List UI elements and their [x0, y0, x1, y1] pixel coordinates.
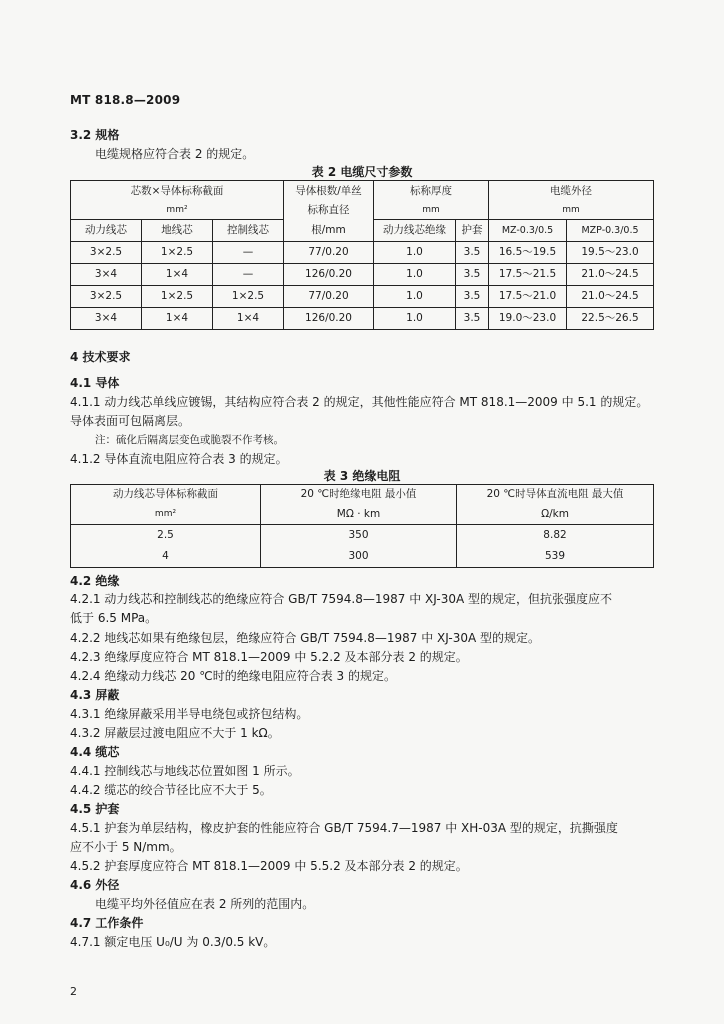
paragraph-4-3-1: 4.3.1 绝缘屏蔽采用半导电绕包或挤包结构。: [70, 707, 309, 721]
paragraph-4-2-2: 4.2.2 地线芯如果有绝缘包层，绝缘应符合 GB/T 7594.8—1987 中 XJ-30A 型的规定。: [70, 631, 540, 645]
t3-head-section-unit: mm²: [71, 505, 261, 525]
table2-cable-dimensions: [70, 180, 654, 330]
heading-4-3: 4.3 屏蔽: [70, 688, 120, 702]
t2-cell: 1×2.5: [142, 242, 213, 264]
t2-sub-mz: MZ-0.3/0.5: [489, 220, 567, 242]
t2-sub-ground: 地线芯: [142, 220, 213, 242]
paragraph-4-5-1-line2: 应不小于 5 N/mm。: [70, 840, 182, 854]
t3-head-insulation: 20 ℃时绝缘电阻 最小值: [261, 485, 457, 505]
t2-cell: 1.0: [374, 308, 456, 330]
paragraph-4-7-1: 4.7.1 额定电压 U₀/U 为 0.3/0.5 kV。: [70, 935, 276, 949]
t2-cell: 19.0～23.0: [489, 308, 567, 330]
t3-head-resistance: 20 ℃时导体直流电阻 最大值: [457, 485, 654, 505]
paragraph-4-1-2: 4.1.2 导体直流电阻应符合表 3 的规定。: [70, 452, 288, 466]
table3-caption: 表 3 绝缘电阻: [323, 469, 401, 483]
heading-4: 4 技术要求: [70, 350, 131, 364]
note-4-1-1: 注：硫化后隔离层变色或脆裂不作考核。: [95, 434, 284, 446]
t2-cell: 1×2.5: [142, 286, 213, 308]
table-row: [71, 242, 654, 264]
paragraph-4-4-1: 4.4.1 控制线芯与地线芯位置如图 1 所示。: [70, 764, 300, 778]
t2-cell: 22.5～26.5: [567, 308, 654, 330]
t2-sub-control: 控制线芯: [213, 220, 284, 242]
paragraph-4-1-1-line1: 4.1.1 动力线芯单线应镀锡，其结构应符合表 2 的规定，其他性能应符合 MT 818.1—2009 中 5.1 的规定。: [70, 395, 649, 409]
heading-4-4: 4.4 缆芯: [70, 745, 120, 759]
t2-head-od-unit: mm: [489, 202, 654, 220]
t2-cell: —: [213, 242, 284, 264]
paragraph-4-2-1-line1: 4.2.1 动力线芯和控制线芯的绝缘应符合 GB/T 7594.8—1987 中 XJ-30A 型的规定，但抗张强度应不: [70, 592, 612, 606]
t2-cell: 3×4: [71, 308, 142, 330]
t2-head-strand-3: 根/mm: [284, 220, 374, 242]
page-number: 2: [70, 985, 77, 998]
t2-cell: 77/0.20: [284, 286, 374, 308]
t2-cell: —: [213, 264, 284, 286]
table-row: [71, 264, 654, 286]
t2-cell: 17.5～21.0: [489, 286, 567, 308]
table-row: [71, 308, 654, 330]
t2-cell: 3×2.5: [71, 286, 142, 308]
t2-cell: 77/0.20: [284, 242, 374, 264]
t3-cell: 350: [261, 525, 457, 547]
paragraph-4-5-1-line1: 4.5.1 护套为单层结构，橡皮护套的性能应符合 GB/T 7594.7—1987 中 XH-03A 型的规定，抗撕强度: [70, 821, 618, 835]
paragraph-4-6: 电缆平均外径值应在表 2 所列的范围内。: [95, 897, 315, 911]
t2-cell: 21.0～24.5: [567, 264, 654, 286]
heading-4-7: 4.7 工作条件: [70, 916, 144, 930]
t2-cell: 3.5: [456, 286, 489, 308]
t2-cell: 19.5～23.0: [567, 242, 654, 264]
heading-4-6: 4.6 外径: [70, 878, 120, 892]
t2-cell: 17.5～21.5: [489, 264, 567, 286]
standard-code: MT 818.8—2009: [70, 93, 181, 107]
t2-cell: 3.5: [456, 264, 489, 286]
t3-cell: 2.5: [71, 525, 261, 547]
paragraph-4-5-2: 4.5.2 护套厚度应符合 MT 818.1—2009 中 5.5.2 及本部分表 2 的规定。: [70, 859, 468, 873]
t3-head-insulation-unit: MΩ · km: [261, 505, 457, 525]
t2-head-group1-unit: mm²: [71, 202, 284, 220]
t2-sub-mzp: MZP-0.3/0.5: [567, 220, 654, 242]
paragraph-4-1-1-line2: 导体表面可包隔离层。: [70, 414, 191, 428]
heading-4-2: 4.2 绝缘: [70, 574, 120, 588]
t2-head-strand-2: 标称直径: [284, 202, 374, 220]
paragraph-4-4-2: 4.4.2 缆芯的绞合节径比应不大于 5。: [70, 783, 272, 797]
t2-cell: 1.0: [374, 286, 456, 308]
t3-cell: 8.82: [457, 525, 654, 547]
table2-caption: 表 2 电缆尺寸参数: [311, 165, 413, 179]
t2-head-group1: 芯数×导体标称截面: [71, 181, 284, 202]
table-row: [71, 525, 654, 547]
t2-cell: 126/0.20: [284, 264, 374, 286]
t3-cell: 300: [261, 546, 457, 568]
t2-head-thickness-unit: mm: [374, 202, 489, 220]
t2-sub-power: 动力线芯: [71, 220, 142, 242]
table-row: [71, 286, 654, 308]
t2-head-thickness: 标称厚度: [374, 181, 489, 202]
table-row: [71, 546, 654, 568]
t2-cell: 16.5～19.5: [489, 242, 567, 264]
paragraph-4-2-3: 4.2.3 绝缘厚度应符合 MT 818.1—2009 中 5.2.2 及本部分表 2 的规定。: [70, 650, 468, 664]
t3-cell: 539: [457, 546, 654, 568]
t2-sub-insulation: 动力线芯绝缘: [374, 220, 456, 242]
t2-cell: 1×4: [142, 264, 213, 286]
t2-head-strand-1: 导体根数/单丝: [284, 181, 374, 202]
heading-3-2: 3.2 规格: [70, 128, 120, 142]
paragraph-3-2: 电缆规格应符合表 2 的规定。: [95, 147, 255, 161]
t2-cell: 3×4: [71, 264, 142, 286]
t2-cell: 3.5: [456, 308, 489, 330]
t2-sub-sheath: 护套: [456, 220, 489, 242]
t2-cell: 1.0: [374, 264, 456, 286]
heading-4-1: 4.1 导体: [70, 376, 120, 390]
paragraph-4-3-2: 4.3.2 屏蔽层过渡电阻应不大于 1 kΩ。: [70, 726, 280, 740]
t2-cell: 126/0.20: [284, 308, 374, 330]
t2-cell: 1.0: [374, 242, 456, 264]
t3-head-resistance-unit: Ω/km: [457, 505, 654, 525]
t2-cell: 3.5: [456, 242, 489, 264]
table3-insulation-resistance: [70, 484, 654, 568]
t2-cell: 3×2.5: [71, 242, 142, 264]
t2-cell: 1×4: [142, 308, 213, 330]
paragraph-4-2-1-line2: 低于 6.5 MPa。: [70, 611, 158, 625]
t2-cell: 1×4: [213, 308, 284, 330]
heading-4-5: 4.5 护套: [70, 802, 120, 816]
t2-cell: 1×2.5: [213, 286, 284, 308]
t3-cell: 4: [71, 546, 261, 568]
t2-cell: 21.0～24.5: [567, 286, 654, 308]
t2-head-outer-diameter: 电缆外径: [489, 181, 654, 202]
paragraph-4-2-4: 4.2.4 绝缘动力线芯 20 ℃时的绝缘电阻应符合表 3 的规定。: [70, 669, 396, 683]
t3-head-section: 动力线芯导体标称截面: [71, 485, 261, 505]
